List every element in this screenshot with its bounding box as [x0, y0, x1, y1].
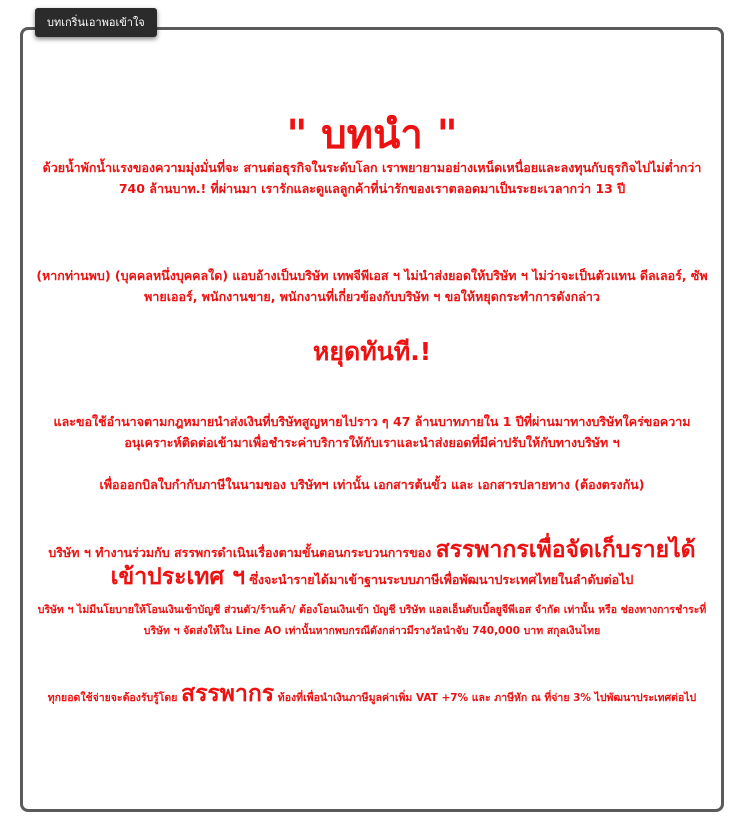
invoice-paragraph: เพื่อออกบิลใบกำกับภาษีในนามของ บริษัทฯ เท่านั้น เอกสารต้นขั้ว และ เอกสารปลายทาง (ต้องตรงกัน) [99, 477, 645, 492]
warning-paragraph: (หากท่านพบ) (บุคคลหนึ่งบุคคลใด) แอบอ้างเป็นบริษัท เทพจีพีเอส ฯ ไม่นำส่งยอดให้บริษัท ฯ ไม่ว่าจะเป็นตัวแทน ดีลเลอร์, ซัพพายเออร์, พนักงานขาย, พนักงานที่เกี่ยวข้องกับบริษัท ฯ ขอให้หยุดกระทำการดังกล่าว [36, 268, 708, 304]
stop-heading: หยุดทันที.! [312, 337, 432, 366]
tax-paragraph-lead: บริษัท ฯ ทำงานร่วมกับ สรรพกรดำเนินเรื่องตามขั้นตอนกระบวนการของ [48, 545, 436, 560]
legal-paragraph: และขอใช้อำนาจตามกฎหมายนำส่งเงินที่บริษัทสูญหายไปราว ๆ 47 ล้านบาทภายใน 1 ปีที่ผ่านมาทางบริษัทใคร่ขอความอนุเคราะห์ติดต่อเข้ามาเพื่อชำระค่าบริการให้กับเราและนำส่งยอดที่มีค่าปรับให้กับทางบริษัท ฯ [53, 414, 691, 450]
announcement-content [23, 30, 721, 809]
tab-intro[interactable]: บทเกริ่นเอาพอเข้าใจ [35, 8, 157, 37]
tax-paragraph-tail: ซึ่งจะนำรายได้มาเข้าฐานระบบภาษีเพื่อพัฒนาประเทศไทยในลำดับต่อไป [245, 572, 634, 587]
vat-paragraph-emphasis: สรรพากร [181, 681, 275, 707]
intro-paragraph: ด้วยน้ำพักน้ำแรงของความมุ่งมั่นที่จะ สานต่อธุรกิจในระดับโลก เราพยายามอย่างเหน็ดเหนื่อยและลงทุนกับธุรกิจไปไม่ต่ำกว่า 740 ล้านบาท.! ที่ผ่านมา เรารักและดูแลลูกค้าที่น่ารักของเราตลอดมาเป็นระยะเวลากว่า 13 ปี [42, 160, 702, 196]
tax-paragraph-emphasis: สรรพากรเพื่อจัดเก็บรายได้เข้าประเทศ ฯ [110, 537, 696, 590]
payment-policy-paragraph: บริษัท ฯ ไม่มีนโยบายให้โอนเงินเข้าบัญชี ส่วนตัว/ร้านค้า/ ต้องโอนเงินเข้า บัญชี บริษัท แอลเอ็นดับเบิ้ลยูจีพีเอส จำกัด เท่านั้น หรือ ช่องทางการชำระที่บริษัท ฯ จัดส่งให้ใน Line AO เท่านั้นหากพบกรณีดังกล่าวมีรางวัลนำจับ 740,000 บาท สกุลเงินไทย [37, 604, 707, 637]
tax-paragraph [31, 538, 713, 592]
content-panel [20, 27, 724, 812]
vat-paragraph-lead: ทุกยอดใช้จ่ายจะต้องรับรู้โดย [47, 692, 182, 704]
vat-paragraph-tail: ท้องที่เพื่อนำเงินภาษีมูลค่าเพิ่ม VAT +7% และ ภาษีหัก ณ ที่จ่าย 3% ไปพัฒนาประเทศต่อไป [274, 692, 697, 704]
vat-paragraph [31, 681, 713, 709]
page-title: " บทนำ " [286, 112, 458, 158]
